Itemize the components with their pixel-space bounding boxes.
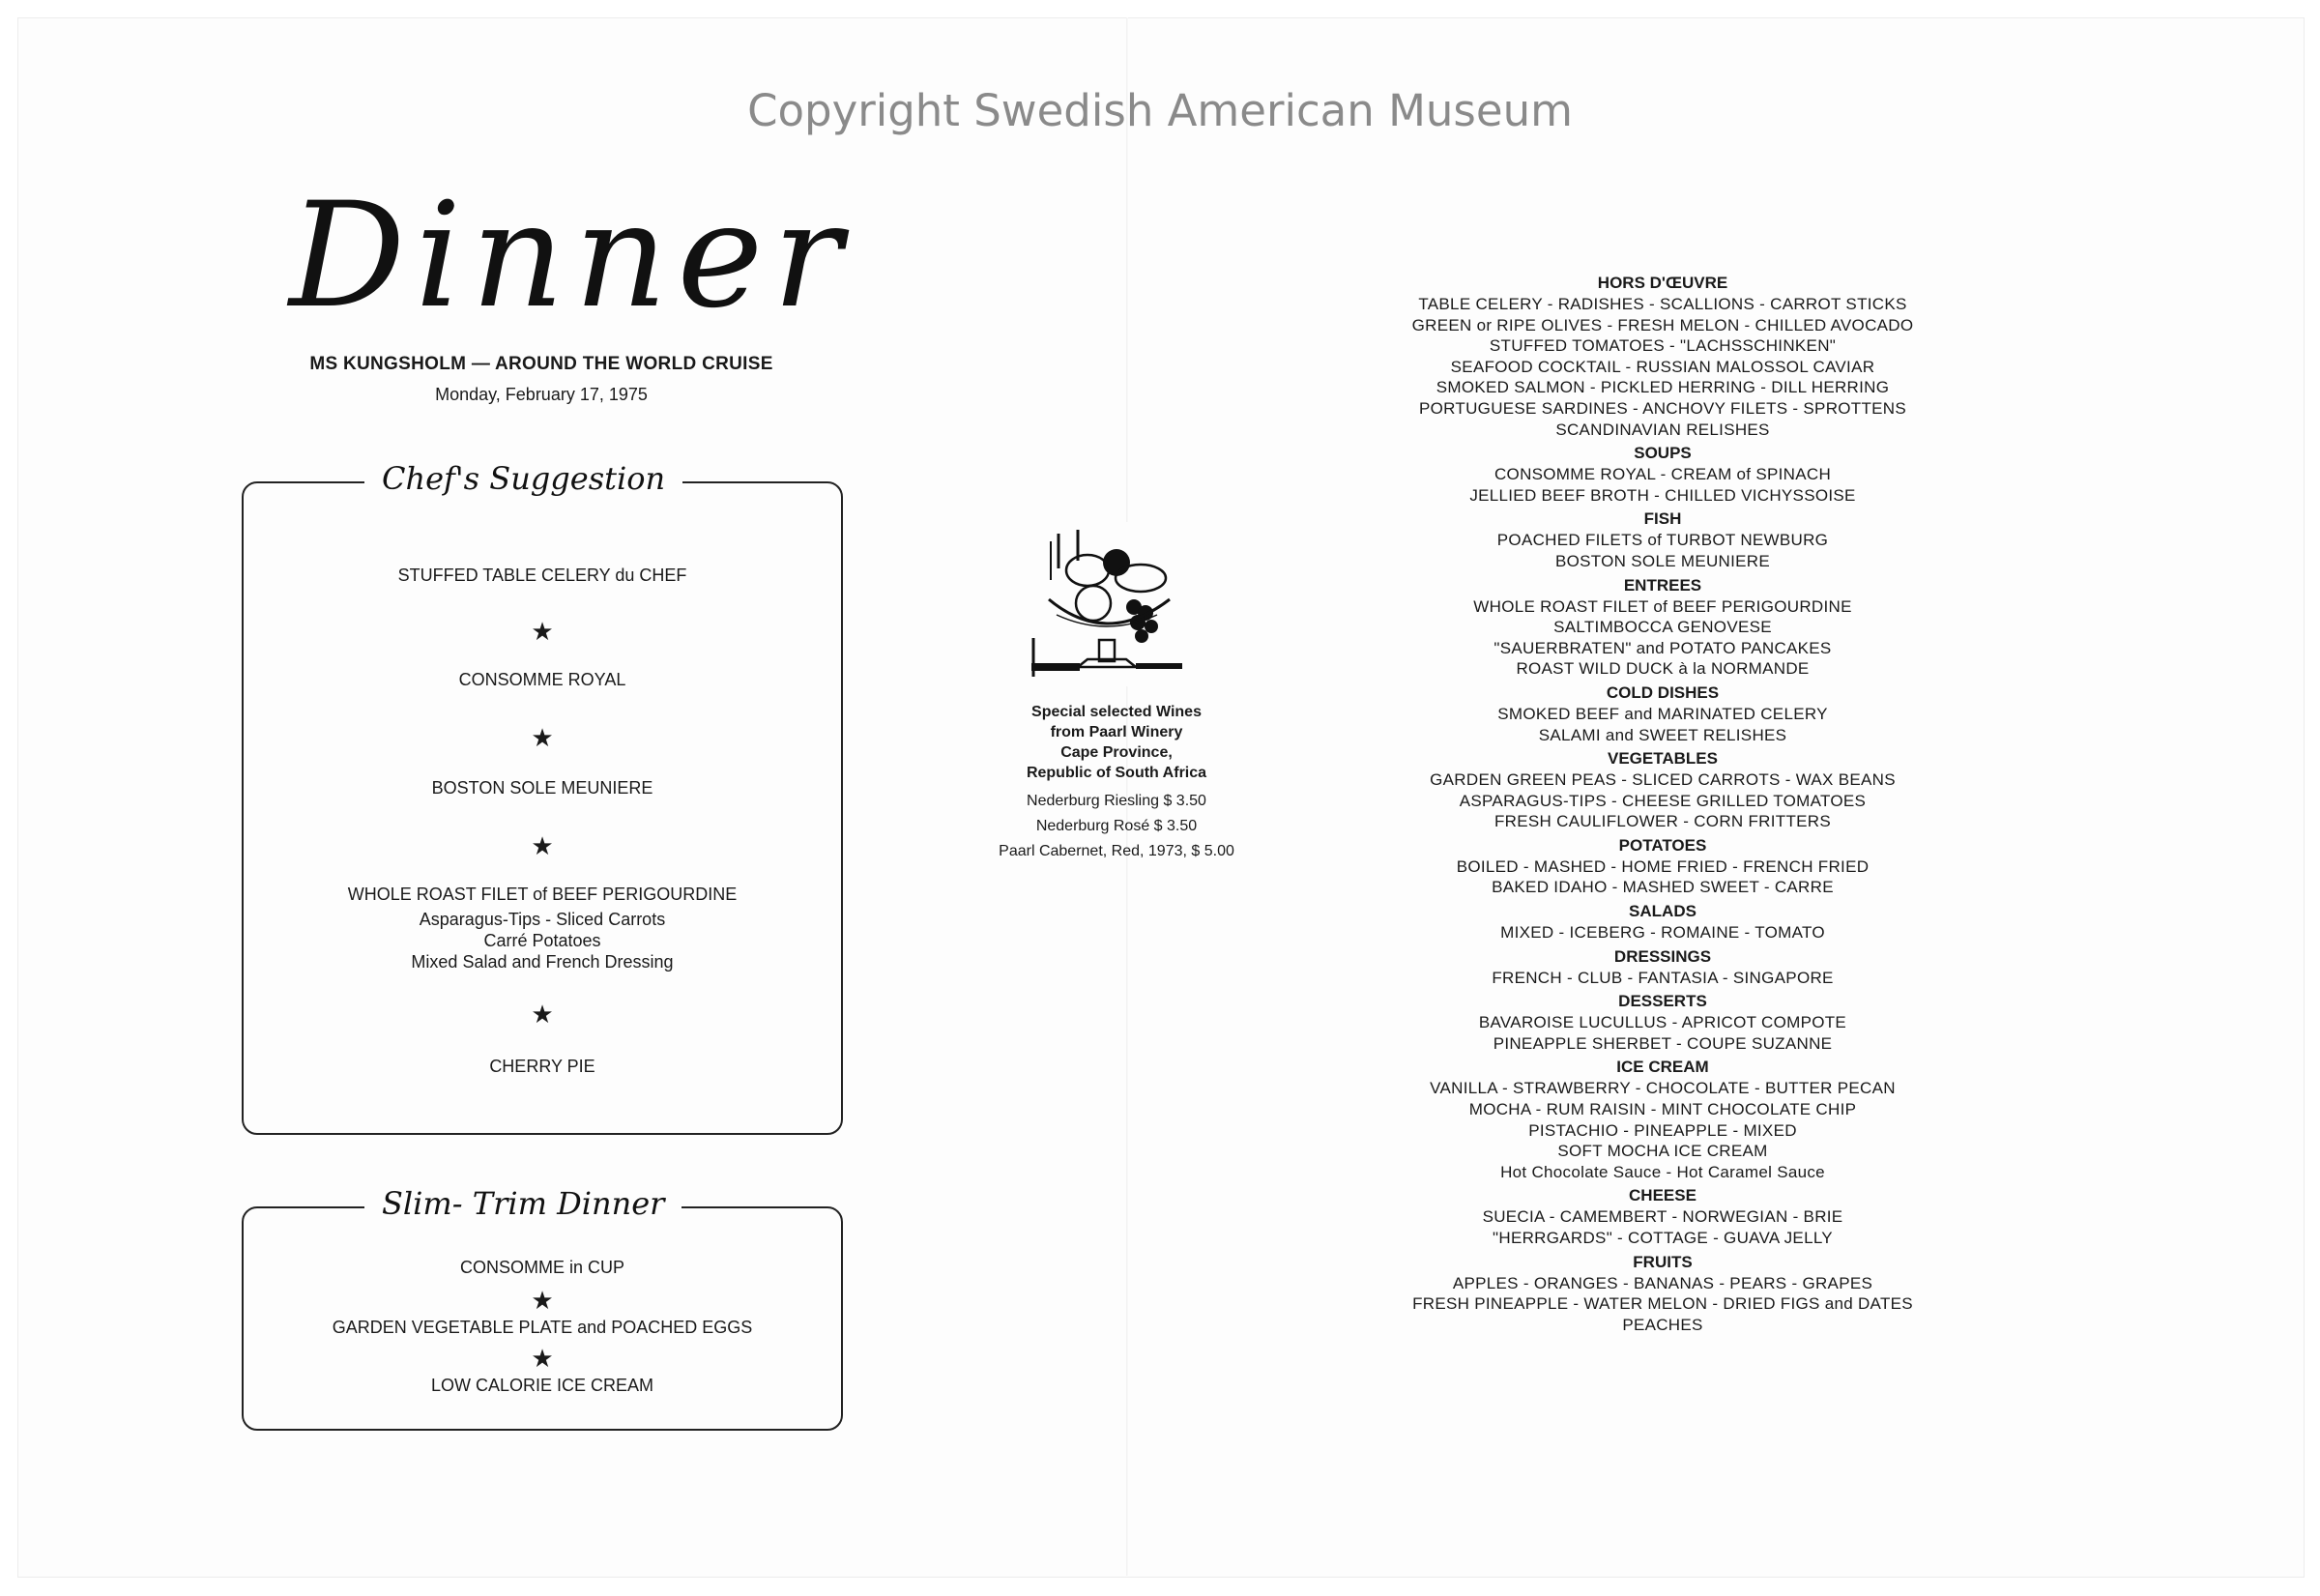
chef-item-sub: Mixed Salad and French Dressing [411,952,674,972]
chef-item-sub: Asparagus-Tips - Sliced Carrots [419,910,666,929]
menu-line: PINEAPPLE SHERBET - COUPE SUZANNE [1493,1033,1833,1053]
section-heading: COLD DISHES [1606,682,1720,702]
chef-item-sub: Carré Potatoes [483,931,601,950]
menu-line: PORTUGUESE SARDINES - ANCHOVY FILETS - SPROTTENS [1418,398,1907,418]
section-heading: FISH [1643,509,1682,529]
chef-item: BOSTON SOLE MEUNIERE [431,778,653,798]
menu-line: SUECIA - CAMEMBERT - NORWEGIAN - BRIE [1482,1207,1843,1227]
menu-line: VANILLA - STRAWBERRY - CHOCOLATE - BUTTER PECAN [1430,1079,1896,1098]
slim-item: LOW CALORIE ICE CREAM [430,1376,654,1395]
chef-item: CHERRY PIE [489,1057,595,1076]
chefs-suggestion-title: Chef's Suggestion [364,460,682,497]
menu-line: POACHED FILETS of TURBOT NEWBURG [1496,531,1829,550]
menu-line: PISTACHIO - PINEAPPLE - MIXED [1528,1120,1797,1140]
copyright-watermark: Copyright Swedish American Museum [747,85,1573,136]
star-icon: ★ [531,1286,554,1315]
section-heading: FRUITS [1633,1252,1693,1271]
menu-line: SEAFOOD COCKTAIL - RUSSIAN MALOSSOL CAVIAR [1450,357,1875,376]
section-heading: POTATOES [1618,835,1707,855]
menu-line: "SAUERBRATEN" and POTATO PANCAKES [1494,638,1832,657]
menu-line: ASPARAGUS-TIPS - CHEESE GRILLED TOMATOES [1459,791,1867,810]
menu-line: SOFT MOCHA ICE CREAM [1557,1142,1768,1161]
menu-line: GREEN or RIPE OLIVES - FRESH MELON - CHILLED AVOCADO [1411,315,1914,334]
menu-line: JELLIED BEEF BROTH - CHILLED VICHYSSOISE [1469,485,1856,505]
menu-line: APPLES - ORANGES - BANANAS - PEARS - GRAPES [1452,1273,1873,1292]
section-heading: SOUPS [1634,444,1692,463]
menu-line: BAVAROISE LUCULLUS - APRICOT COMPOTE [1478,1013,1847,1032]
chef-item: WHOLE ROAST FILET of BEEF PERIGOURDINE [347,885,738,904]
menu-line: GARDEN GREEN PEAS - SLICED CARROTS - WAX BEANS [1430,770,1896,790]
section-heading: CHEESE [1629,1186,1696,1205]
slim-item: GARDEN VEGETABLE PLATE and POACHED EGGS [332,1318,753,1337]
menu-line: BAKED IDAHO - MASHED SWEET - CARRE [1492,878,1834,897]
wines-heading-line: Special selected Wines [1031,704,1202,720]
section-heading: VEGETABLES [1608,749,1718,769]
wine-item: Nederburg Rosé $ 3.50 [1035,818,1198,834]
menu-line: FRESH PINEAPPLE - WATER MELON - DRIED FIGS and DATES [1412,1294,1913,1314]
menu-line: MOCHA - RUM RAISIN - MINT CHOCOLATE CHIP [1468,1100,1857,1119]
chefs-suggestion-box [242,460,843,1135]
section-heading: HORS D'ŒUVRE [1597,274,1728,292]
menu-date: Monday, February 17, 1975 [435,385,648,404]
section-heading: ICE CREAM [1616,1058,1709,1077]
star-icon: ★ [531,617,554,646]
slim-trim-box [242,1185,843,1431]
a-la-carte-menu [1353,270,1972,1335]
star-icon: ★ [531,831,554,860]
fruit-bowl-illustration [1030,522,1184,686]
menu-line: BOSTON SOLE MEUNIERE [1554,551,1770,570]
chef-item: CONSOMME ROYAL [458,670,626,689]
menu-line: SCANDINAVIAN RELISHES [1555,420,1770,439]
wines-heading-line: Republic of South Africa [1026,765,1207,781]
star-icon: ★ [531,723,554,752]
menu-line: Hot Chocolate Sauce - Hot Caramel Sauce [1500,1162,1825,1181]
menu-line: STUFFED TOMATOES - "LACHSSCHINKEN" [1489,336,1837,356]
menu-line: SMOKED SALMON - PICKLED HERRING - DILL HERRING [1436,378,1890,397]
menu-line: FRESH CAULIFLOWER - CORN FRITTERS [1494,812,1832,831]
menu-line: FRENCH - CLUB - FANTASIA - SINGAPORE [1492,968,1834,987]
ship-cruise-line: MS KUNGSHOLM — AROUND THE WORLD CRUISE [309,354,773,374]
menu-line: SALTIMBOCCA GENOVESE [1553,618,1772,637]
menu-line: SALAMI and SWEET RELISHES [1538,725,1787,744]
star-icon: ★ [531,1000,554,1029]
menu-line: ROAST WILD DUCK à la NORMANDE [1516,659,1810,679]
section-heading: SALADS [1629,902,1696,921]
slim-item: CONSOMME in CUP [459,1258,624,1277]
section-heading: DRESSINGS [1613,946,1712,966]
section-heading: ENTREES [1623,575,1702,595]
menu-line: "HERRGARDS" - COTTAGE - GUAVA JELLY [1493,1229,1833,1247]
chef-item: STUFFED TABLE CELERY du CHEF [397,566,687,585]
menu-line: MIXED - ICEBERG - ROMAINE - TOMATO [1500,923,1825,943]
menu-line: WHOLE ROAST FILET of BEEF PERIGOURDINE [1473,596,1852,616]
section-heading: DESSERTS [1618,992,1707,1011]
menu-line: SMOKED BEEF and MARINATED CELERY [1497,704,1828,723]
wines-heading [967,702,1266,783]
slim-trim-title: Slim- Trim Dinner [364,1185,682,1222]
menu-line: CONSOMME ROYAL - CREAM of SPINACH [1494,465,1832,484]
menu-line: TABLE CELERY - RADISHES - SCALLIONS - CARROT STICKS [1418,295,1907,313]
dinner-script-title: Dinner [289,172,852,340]
star-icon: ★ [531,1344,554,1373]
wine-item: Paarl Cabernet, Red, 1973, $ 5.00 [999,843,1234,859]
menu-line: PEACHES [1622,1315,1703,1334]
wine-item: Nederburg Riesling $ 3.50 [1027,793,1206,809]
wines-heading-line: from Paarl Winery [1050,724,1183,740]
menu-line: BOILED - MASHED - HOME FRIED - FRENCH FRIED [1456,856,1870,876]
wines-heading-line: Cape Province, [1060,744,1173,761]
